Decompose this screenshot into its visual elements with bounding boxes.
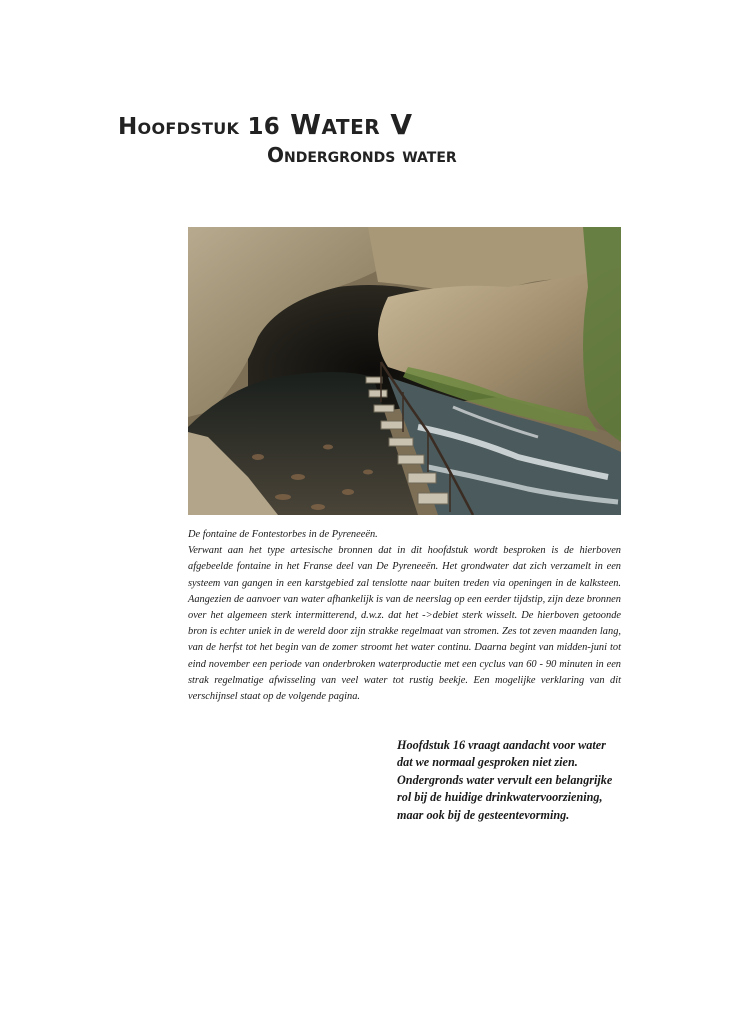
- chapter-title: Water V: [290, 108, 413, 141]
- caption-body: Verwant aan het type artesische bronnen dat in dit hoofdstuk wordt besproken is de hierboven afgebeelde fontaine in het Franse deel van De Pyreneeën. Het grondwater dat zich verzamelt in een systeem van gangen in een karstgebied zal tenslotte naar buiten treden via openingen in de kalksteen. Aangezien de aanvoer van water afhankelijk is van de neerslag op een eerder tijdstip, zijn deze bronnen over het algemeen sterk intermitterend, d.w.z. dat het ->debiet sterk wisselt. De hierboven getoonde bron is echter uniek in de wereld door zijn strakke regelmaat van stromen. Zes tot zeven maanden lang, van de herfst tot het begin van de zomer stroomt het water continu. Daarna begint van midden-juni tot eind november een periode van onderbroken waterproductie met een cyclus van 60 - 90 minuten in een strak regelmatige afwisseling van veel water tot rustig beekje. Een mogelijke verklaring van dit verschijnsel staat op de volgende pagina.: [188, 545, 621, 703]
- chapter-summary: Hoofdstuk 16 vraagt aandacht voor water dat we normaal gesproken niet zien. Ondergronds water vervult een belangrijke rol bij de huidige drinkwatervoorziening, maar ook bij de gesteentevorming.: [397, 738, 613, 822]
- chapter-heading: [118, 108, 413, 141]
- photo-caption: [188, 527, 621, 705]
- caption-title: De fontaine de Fontestorbes in de Pyreneeën.: [188, 529, 378, 540]
- chapter-number: Hoofdstuk 16: [118, 114, 281, 140]
- chapter-subtitle: Ondergronds water: [267, 143, 457, 167]
- cave-spring-photo: [188, 227, 621, 515]
